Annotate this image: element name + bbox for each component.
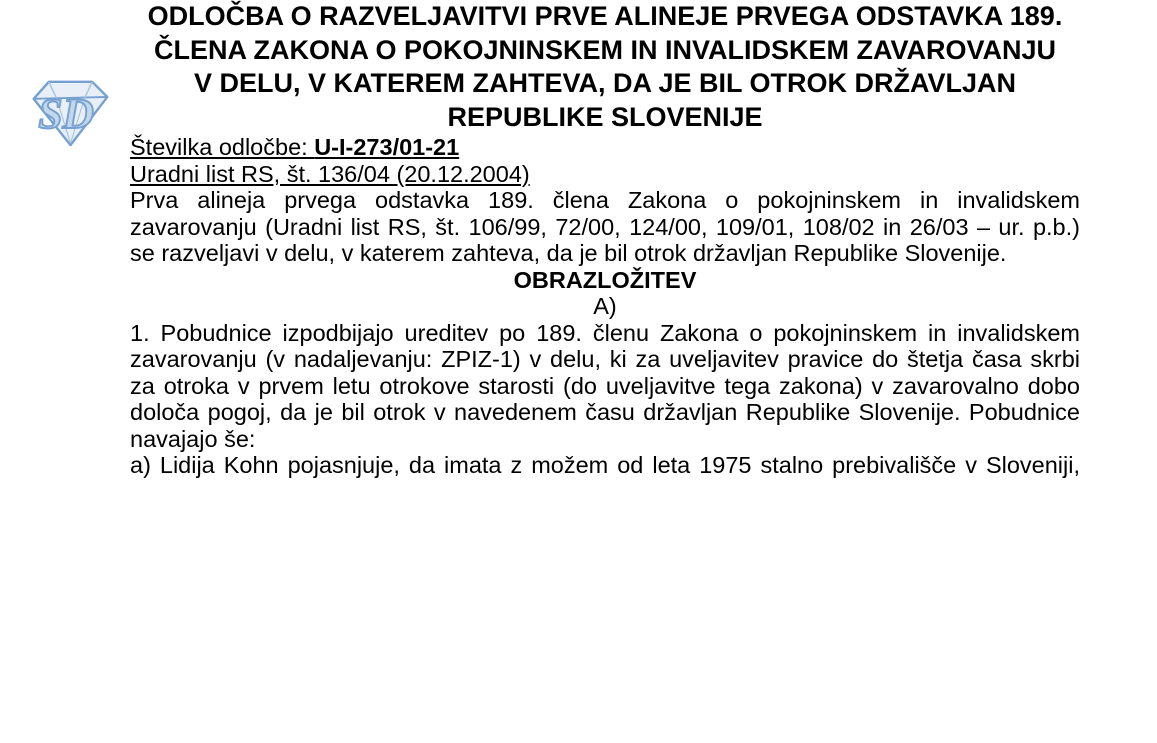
title-line: ČLENA ZAKONA O POKOJNINSKEM IN INVALIDSKEM ZAVAROVANJU [153,34,1057,65]
sd-diamond-logo-icon [28,74,113,152]
paragraph-line: za otroka v prvem letu otrokove starosti (do uveljavitve tega zakona) v zavarovalno dobo [130,372,1080,399]
operative-line: se razveljavi v delu, v katerem zahteva, da je bil otrok državljan Republike Slovenije. [130,240,1007,266]
decision-number-label: Številka odločbe: [130,134,315,160]
operative-line: Prva alineja prvega odstavka 189. člena Zakona o pokojninskem in invalidskem [130,187,1080,213]
logo-letters: SD [38,90,94,139]
reasoning-item-a [130,452,1080,479]
paragraph-line: zavarovanju (v nadaljevanju: ZPIZ-1) v delu, ki za uveljavitev pravice do štetja časa skrbi [130,346,1080,372]
document-title [130,0,1080,134]
reasoning-section-label: A) [593,293,617,319]
paragraph-line: 1. Pobudnice izpodbijajo ureditev po 189. členu Zakona o pokojninskem in invalidskem [130,319,1080,346]
paragraph-line: a) Lidija Kohn pojasnjuje, da imata z možem od leta 1975 stalno prebivališče v Sloveniji, [130,452,1080,478]
title-line: V DELU, V KATEREM ZAHTEVA, DA JE BIL OTROK DRŽAVLJAN [193,68,1017,98]
paragraph-line: določa pogoj, da je bil otrok v navedenem času državljan Republike Slovenije. Pobudnice [130,399,1080,425]
operative-line: zavarovanju (Uradni list RS, št. 106/99, 72/00, 124/00, 109/01, 108/02 in 26/03 – ur. p.b.) [130,213,1080,240]
document-content [130,0,1080,479]
operative-part [130,187,1080,267]
reasoning-heading: OBRAZLOŽITEV [513,266,697,293]
reasoning-paragraph-1 [130,320,1080,453]
official-gazette-line [130,161,1080,188]
decision-number-value: U-I-273/01-21 [314,134,460,160]
decision-number-line [130,134,1080,161]
official-gazette-text: Uradni list RS, št. 136/04 (20.12.2004) [130,160,530,187]
title-line: REPUBLIKE SLOVENIJE [447,101,763,132]
paragraph-line: navajajo še: [130,425,256,452]
title-line: ODLOČBA O RAZVELJAVITVI PRVE ALINEJE PRVEGA ODSTAVKA 189. [147,1,1063,31]
